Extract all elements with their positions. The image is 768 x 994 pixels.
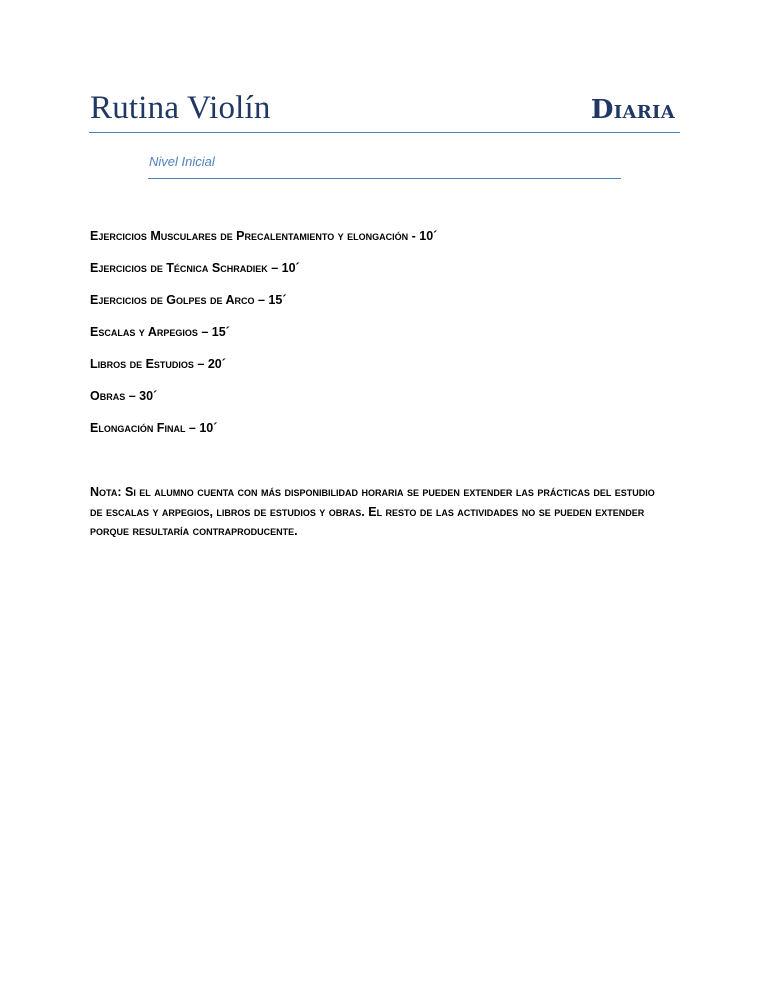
exercise-item-warmup: Ejercicios Musculares de Precalentamiento y elongación - 10´ (90, 229, 438, 243)
exercise-list (90, 228, 437, 452)
exercise-item-etudes: Libros de Estudios – 20´ (90, 357, 226, 371)
level-subtitle: Nivel Inicial (149, 154, 215, 169)
exercise-item-pieces: Obras – 30´ (90, 389, 158, 403)
document-title: Rutina Violín (90, 90, 271, 126)
title-divider (89, 132, 680, 133)
exercise-item-schradiek: Ejercicios de Técnica Schradiek – 10´ (90, 261, 300, 275)
exercise-item-final-stretch: Elongación Final – 10´ (90, 421, 218, 435)
subtitle-divider (148, 178, 621, 179)
exercise-item-bowing: Ejercicios de Golpes de Arco – 15´ (90, 293, 287, 307)
document-title-right: Diaria (590, 95, 675, 125)
exercise-item-scales: Escalas y Arpegios – 15´ (90, 325, 230, 339)
note-paragraph: Nota: Si el alumno cuenta con más disponibilidad horaria se pueden extender las prácticas del estudio de escalas y arpegios, libros de estudios y obras. El resto de las actividades no se pueden extender porque resultaría contraproducente. (90, 485, 655, 538)
